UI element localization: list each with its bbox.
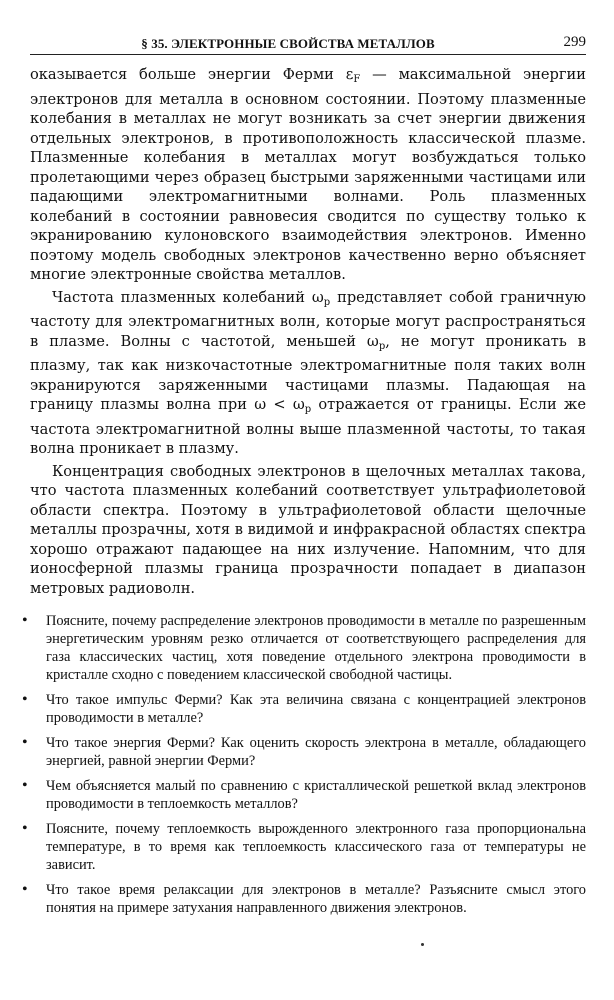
bullet-icon: • (22, 734, 28, 751)
bullet-icon: • (22, 777, 28, 794)
paragraph-3: Концентрация свободных электронов в щелочных металлах такова, что частота плазменных колебаний соответствует ультрафиолетовой области спектра. Поэтому в ультрафиолетовой области щелочные металлы прозрачны, хотя в видимой и инфракрасной областях спектра хорошо отражают падающее на них излучение. Напомним, что для ионосферной плазмы граница прозрачности попадает в диапазон метровых радиоволн. (30, 462, 586, 597)
page-number: 299 (563, 34, 586, 50)
question-text: Поясните, почему распределение электронов проводимости в металле по разрешенным энергетическим уровням резко отличается от соответствующего распределения для газа классических частиц, хотя поведение отдельного электрона проводимости в кристалле сходно с поведением классической свободной частицы. (46, 613, 586, 683)
plasma-subscript-3: p (304, 404, 312, 415)
paragraph-1-part-b: — максимальной энергии электронов для металла в основном состоянии. Поэтому плазменные колебания в металлах не могут возникать за счет энергии движения отдельных электронов, в противоположность классической плазме. Плазменные колебания в металлах могут возбуждаться только пролетающими через образец быстрыми заряженными частицами или падающими электромагнитными волнами. Роль плазменных колебаний в состоянии равновесия сводится по существу только к экранированию кулоновского взаимодействия электронов. Именно поэтому модель свободных электронов качественно верно объясняет многие электронные свойства металлов. (30, 66, 587, 283)
review-questions (22, 612, 586, 917)
plasma-subscript-1: p (323, 296, 331, 308)
question-text: Что такое энергия Ферми? Как оценить скорость электрона в металле, обладающего энергией, равной энергии Ферми? (46, 735, 586, 769)
bullet-icon: • (22, 691, 28, 708)
question-item (22, 881, 586, 917)
question-text: Что такое импульс Ферми? Как эта величина связана с концентрацией электронов проводимости в металле? (46, 692, 586, 726)
print-speck (421, 943, 424, 946)
question-text: Поясните, почему теплоемкость вырожденного электронного газа пропорциональна температуре, в то время как теплоемкость классического газа от температуры не зависит. (46, 821, 586, 873)
question-text: Чем объясняется малый по сравнению с кристаллической решеткой вклад электронов проводимости в теплоемкость металлов? (46, 778, 586, 812)
paragraph-2-part-a: Частота плазменных колебаний ω (52, 288, 324, 306)
bullet-icon: • (22, 612, 28, 629)
question-item (22, 612, 586, 684)
question-item (22, 734, 586, 770)
body-text (30, 65, 586, 598)
paragraph-2-part-b: представляет собой граничную частоту для электромагнитных волн, которые могут распространяться в плазме. Волны с частотой, меньшей ω (30, 288, 586, 350)
question-item (22, 691, 586, 727)
plasma-subscript-2: p (378, 340, 386, 352)
paragraph-2-part-d: отражается от границы. Если же частота электромагнитной волны выше плазменной частоты, то такая волна проникает в плазму. (30, 396, 586, 457)
question-item (22, 777, 586, 813)
bullet-icon: • (22, 881, 28, 898)
running-header (30, 34, 586, 55)
bullet-icon: • (22, 820, 28, 837)
fermi-subscript: F (353, 74, 361, 85)
paragraph-1-part-a: оказывается больше энергии Ферми ε (30, 66, 354, 83)
book-page (22, 34, 587, 924)
question-item (22, 820, 586, 874)
paragraph-2-part-c: , не могут проникать в плазму, так как низкочастотные электромагнитные поля таких волн экранируются заряженными частицами плазмы. Падающая на границу плазмы волна при ω < ω (30, 332, 586, 413)
question-text: Что такое время релаксации для электронов в металле? Разъясните смысл этого понятия на примере затухания направленного движения электронов. (46, 882, 586, 916)
paragraph-2 (30, 288, 586, 459)
paragraph-1 (30, 65, 586, 285)
running-title: § 35. ЭЛЕКТРОННЫЕ СВОЙСТВА МЕТАЛЛОВ (141, 36, 435, 51)
